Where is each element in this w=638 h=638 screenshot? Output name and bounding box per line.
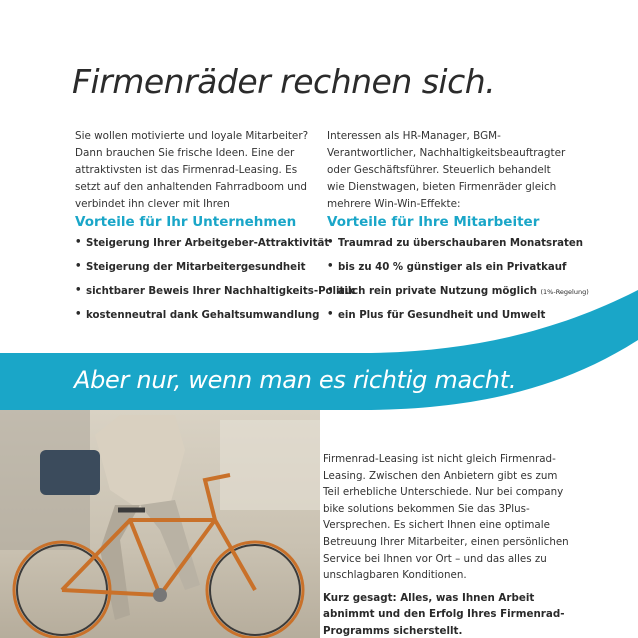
details-paragraph: Firmenrad-Leasing ist nicht gleich Firmenrad-Leasing. Zwischen den Anbietern gibt es zum Teil erhebliche Unterschiede. Nur bei company bike solutions bekommen Sie das 3Plus-Versprechen. Es sichert Ihnen eine optimale Betreuung Ihrer Mitarbeiter, einen persönlichen Service bei Ihnen vor Ort – und das alles zu unschlagbaren Konditionen. — [323, 453, 569, 582]
tagline: Aber nur, wenn man es richtig macht. — [74, 366, 517, 394]
summary-paragraph: Kurz gesagt: Alles, was Ihnen Arbeit abnimmt und den Erfolg Ihres Firmenrad-Programms sicherstellt. — [323, 591, 565, 637]
employee-benefits-heading: Vorteile für Ihre Mitarbeiter — [327, 214, 540, 230]
list-item: • ein Plus für Gesundheit und Umwelt — [327, 310, 589, 334]
page-title: Firmenräder rechnen sich. — [72, 62, 496, 101]
intro-text-right: Interessen als HR-Manager, BGM-Verantwortlicher, Nachhaltigkeitsbeauftragter oder Geschäftsführer. Steuerlich behandelt wie Dienstwagen, bieten Firmenräder gleich mehrere Win-Win-Effekte: — [327, 130, 566, 210]
details-column — [323, 451, 573, 638]
list-item: • kostenneutral dank Gehaltsumwandlung — [75, 310, 355, 334]
list-item: • bis zu 40 % günstiger als ein Privatkauf — [327, 262, 589, 286]
list-item: • sichtbarer Beweis Ihrer Nachhaltigkeits-Politik — [75, 286, 355, 310]
intro-text-left: Sie wollen motivierte und loyale Mitarbeiter? Dann brauchen Sie frische Ideen. Eine der attraktivsten ist das Firmenrad-Leasing. Es setzt auf den anhaltenden Fahrradboom und verbindet ihn clever mit Ihren — [75, 130, 309, 210]
list-item-text: auch rein private Nutzung möglich — [338, 286, 537, 297]
list-item: • Steigerung Ihrer Arbeitgeber-Attraktivität — [75, 238, 355, 262]
company-benefits-heading: Vorteile für Ihr Unternehmen — [75, 214, 297, 230]
list-item: • Steigerung der Mitarbeitergesundheit — [75, 262, 355, 286]
cyclist-photo — [0, 410, 320, 638]
regulation-note: (1%-Regelung) — [540, 288, 589, 296]
list-item: • Traumrad zu überschaubaren Monatsraten — [327, 238, 589, 262]
